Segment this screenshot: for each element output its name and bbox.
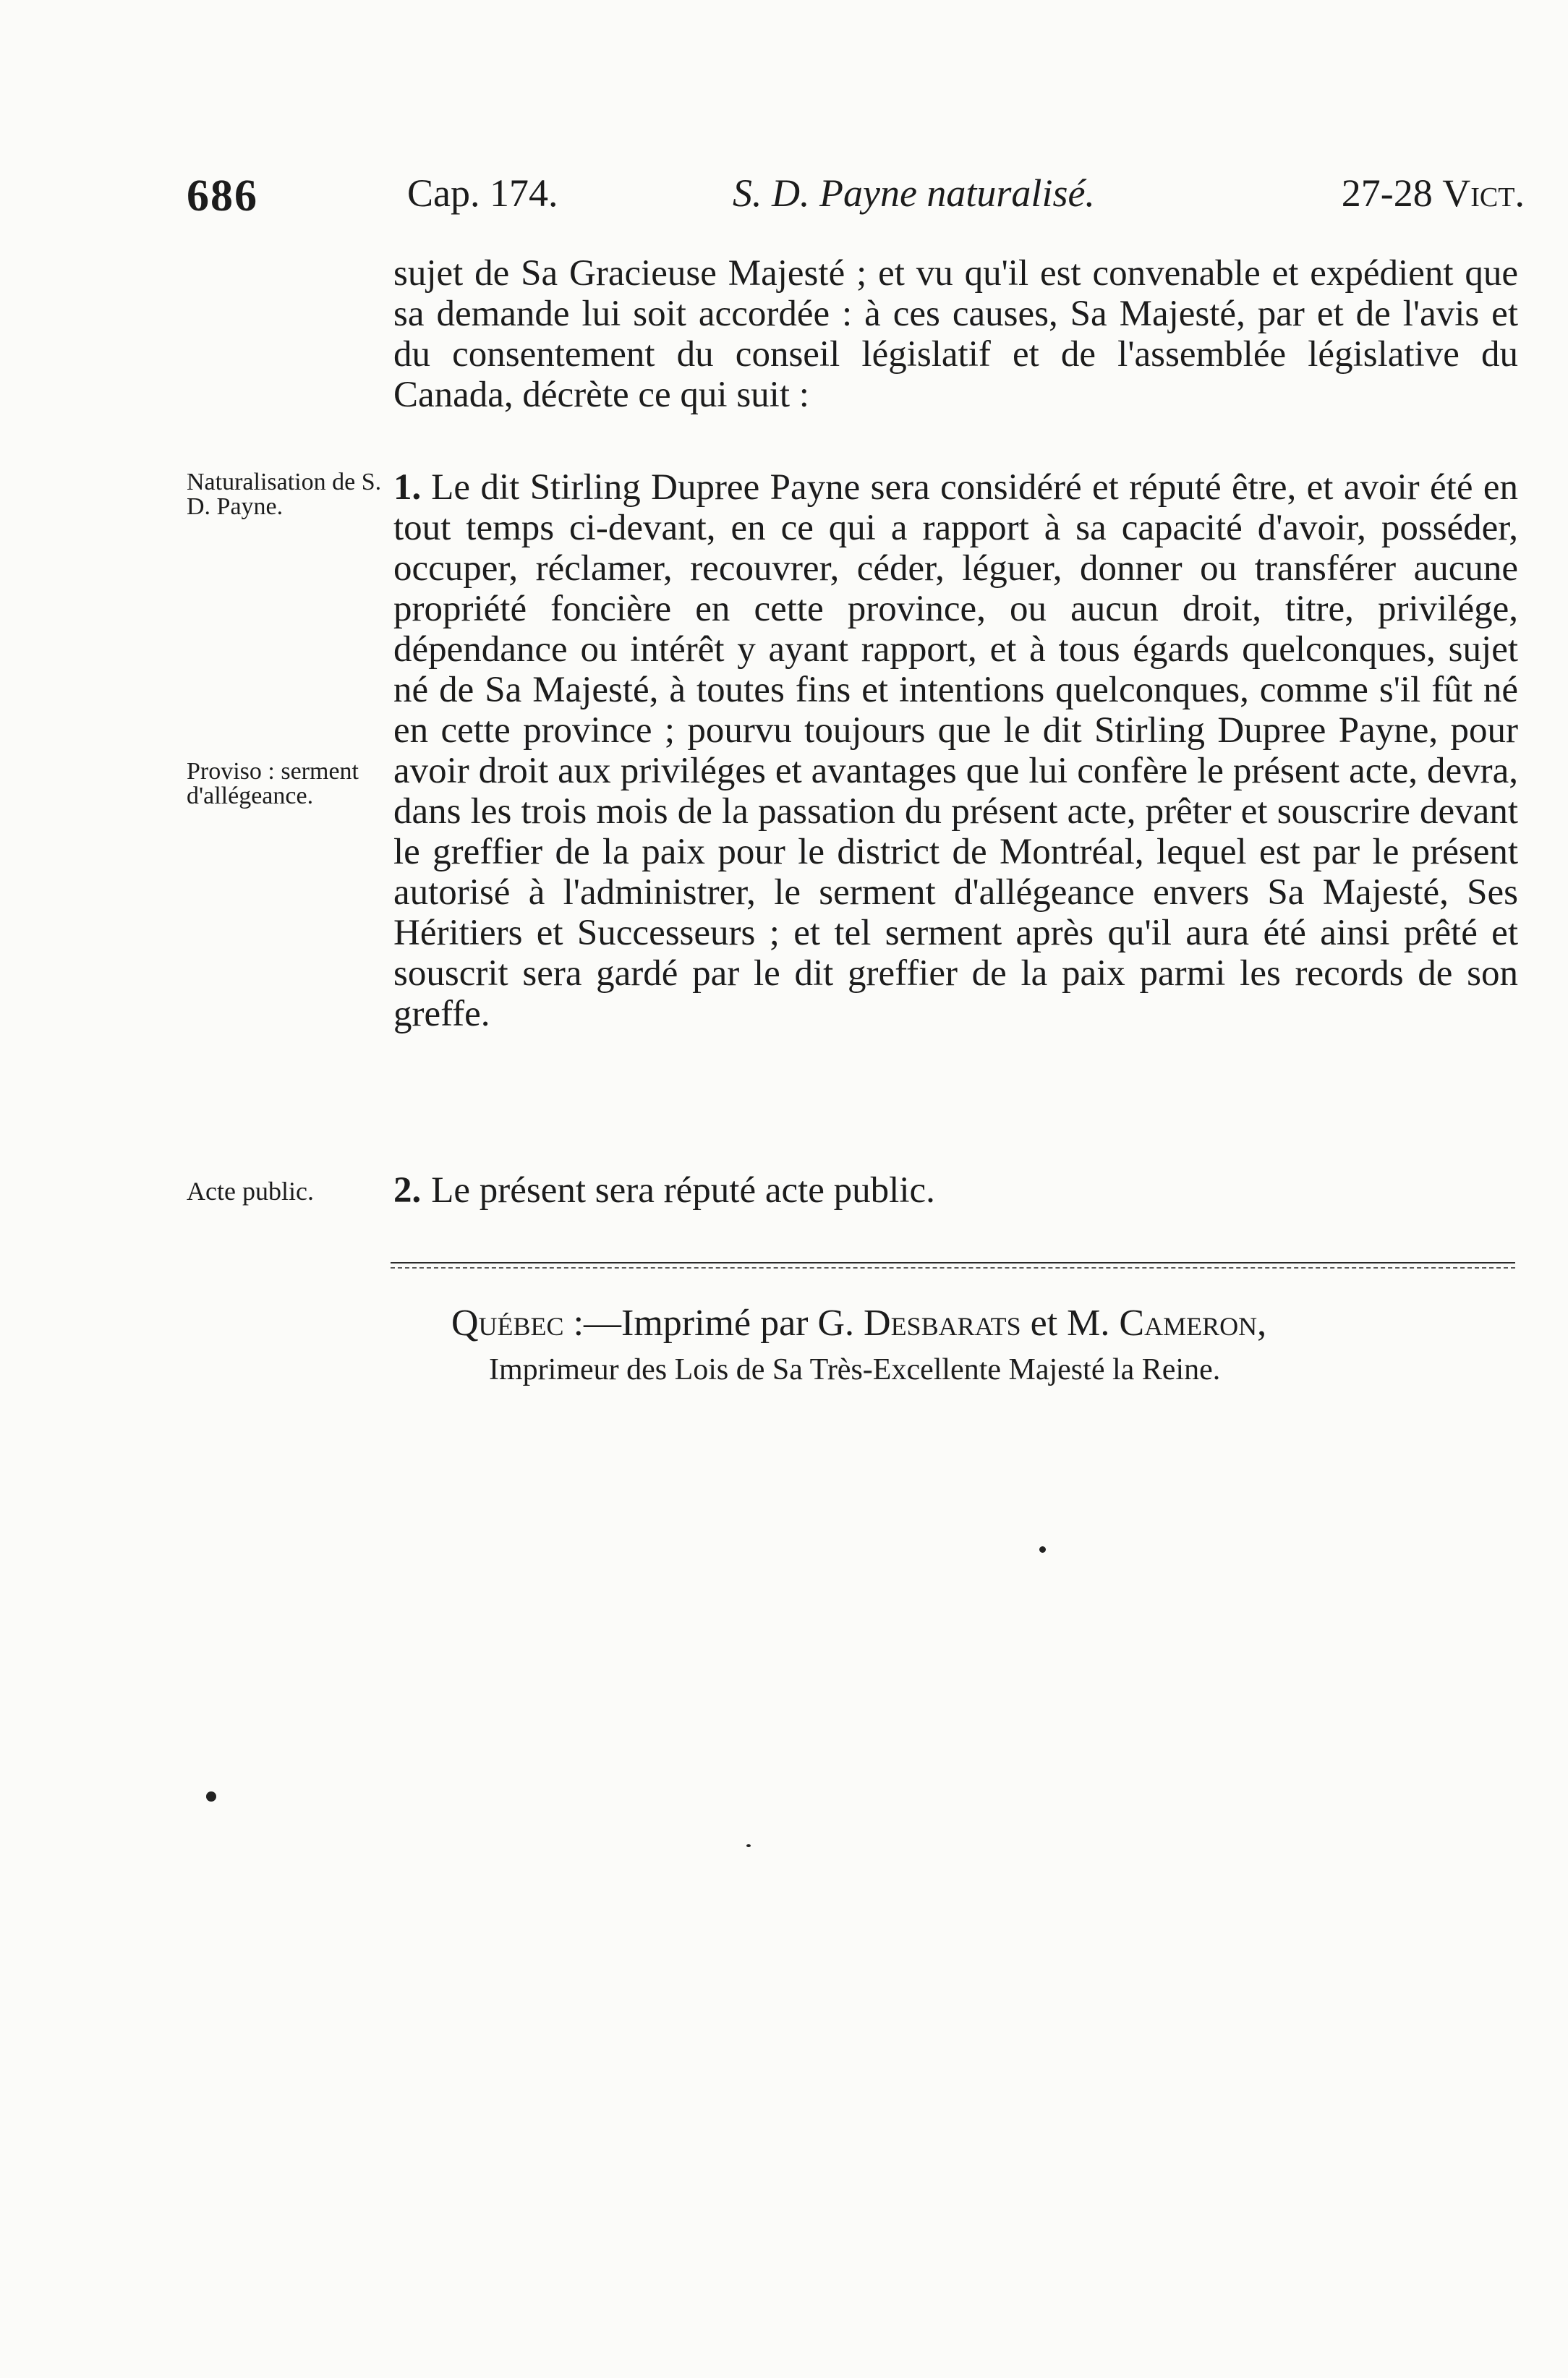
page-header (187, 171, 1525, 229)
imprint-comma: , (1257, 1303, 1267, 1344)
section-2-text: Le présent sera réputé acte public. (431, 1170, 935, 1211)
section-1 (393, 467, 1518, 1034)
ink-speck (1039, 1546, 1046, 1553)
section-2 (393, 1170, 1518, 1211)
imprint-place: Québec (451, 1303, 564, 1344)
imprint-line-1 (451, 1302, 1464, 1344)
preamble-conclusion: sujet de Sa Gracieuse Majesté ; et vu qu'il est convenable et expédient que sa demande lui soit accordée : à ces causes, Sa Majesté, par et de l'avis et du consentement du conseil législatif et de l'assemblée législative du Canada, décrète ce qui suit : (393, 253, 1518, 415)
section-1-number: 1. (393, 467, 422, 508)
page-number: 686 (187, 171, 258, 221)
regnal-year-sovereign: Vict. (1442, 171, 1525, 215)
horizontal-rule-dashed (391, 1267, 1515, 1269)
margin-note-acte-public: Acte public. (187, 1177, 314, 1206)
running-title: S. D. Payne naturalisé. (733, 171, 1095, 215)
imprint-printer-1: Desbarats (864, 1303, 1021, 1344)
regnal-year-number: 27-28 (1341, 171, 1443, 215)
margin-note-naturalisation: Naturalisation de S. D. Payne. (187, 469, 382, 520)
margin-note-proviso: Proviso : serment d'allégeance. (187, 758, 359, 809)
imprint-and: et M. (1021, 1303, 1120, 1344)
imprint-printed-by: :—Imprimé par G. (563, 1303, 864, 1344)
regnal-year (1342, 171, 1525, 216)
imprint-printer-2: Cameron (1119, 1303, 1258, 1344)
horizontal-rule (391, 1262, 1515, 1263)
section-2-number: 2. (393, 1170, 422, 1211)
imprint-line-2: Imprimeur des Lois de Sa Très-Excellente Majesté la Reine. (489, 1353, 1221, 1386)
section-1-text: Le dit Stirling Dupree Payne sera considéré et réputé être, et avoir été en tout temps ci-devant, en ce qui a rapport à sa capacité d'avoir, posséder, occuper, réclamer, recouvrer, céder, léguer, donner ou transférer aucune propriété foncière en cette province, ou aucun droit, titre, privilége, dépendance ou intérêt y ayant rapport, et à tous égards quelconques, sujet né de Sa Majesté, à toutes fins et intentions quelconques, comme s'il fût né en cette province ; pourvu toujours que le dit Stirling Dupree Payne, pour avoir droit aux priviléges et avantages que lui confère le présent acte, devra, dans les trois mois de la passation du présent acte, prêter et souscrire devant le greffier de la paix pour le district de Montréal, lequel est par le présent autorisé à l'administrer, le serment d'allégeance envers Sa Majesté, Ses Héritiers et Successeurs ; et tel serment après qu'il aura été ainsi prêté et souscrit sera gardé par le dit greffier de la paix parmi les records de son greffe. (393, 467, 1518, 1034)
ink-speck (746, 1844, 751, 1847)
ink-speck (206, 1791, 216, 1802)
chapter-number: Cap. 174. (407, 171, 558, 215)
